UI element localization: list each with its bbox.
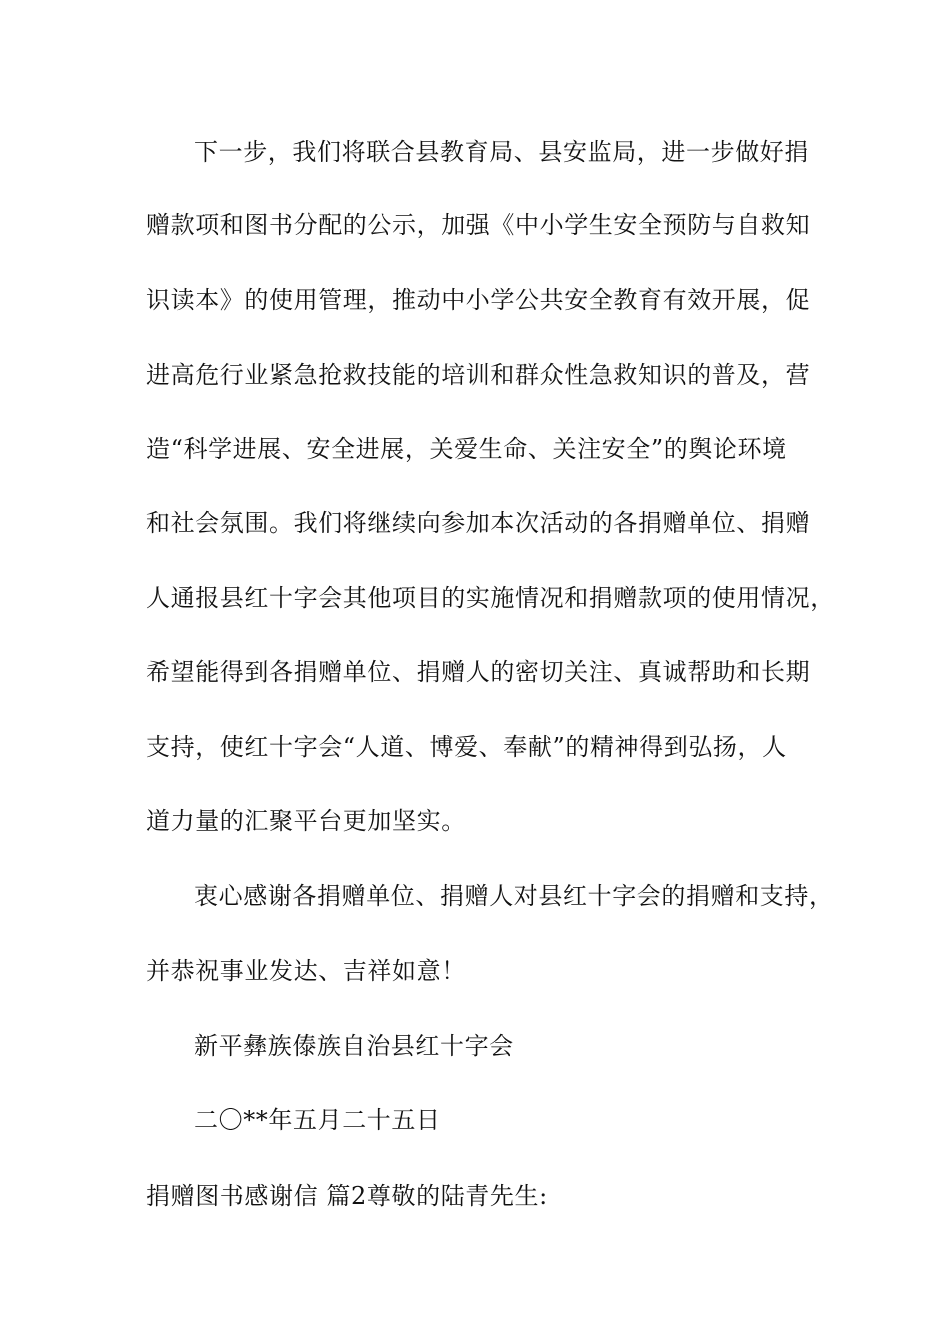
paragraph-1-line-8: 希望能得到各捐赠单位、捐赠人的密切关注、真诚帮助和长期 [146,658,811,686]
paragraph-1-line-9: 支持，使红十字会“人道、博爱、奉献”的精神得到弘扬，人 [146,733,787,761]
signature-organization: 新平彝族傣族自治县红十字会 [194,1032,514,1060]
next-section-heading: 捐赠图书感谢信 篇2尊敬的陆青先生: [146,1182,548,1210]
paragraph-1-line-1: 下一步，我们将联合县教育局、县安监局，进一步做好捐 [194,138,809,166]
paragraph-1-line-2: 赠款项和图书分配的公示，加强《中小学生安全预防与自救知 [146,211,811,239]
paragraph-1-line-3: 识读本》的使用管理，推动中小学公共安全教育有效开展，促 [146,286,811,314]
paragraph-2-line-2: 并恭祝事业发达、吉祥如意！ [146,957,466,985]
paragraph-1-line-5: 造“科学进展、安全进展，关爱生命、关注安全”的舆论环境 [146,435,787,463]
paragraph-1-line-10: 道力量的汇聚平台更加坚实。 [146,807,466,835]
paragraph-1-line-4: 进高危行业紧急抢救技能的培训和群众性急救知识的普及，营 [146,361,811,389]
paragraph-1-line-7: 人通报县红十字会其他项目的实施情况和捐赠款项的使用情况， [146,584,835,612]
paragraph-2-line-1: 衷心感谢各捐赠单位、捐赠人对县红十字会的捐赠和支持， [194,882,834,910]
signature-date: 二〇**年五月二十五日 [194,1106,441,1134]
paragraph-1-line-6: 和社会氛围。我们将继续向参加本次活动的各捐赠单位、捐赠 [146,509,811,537]
